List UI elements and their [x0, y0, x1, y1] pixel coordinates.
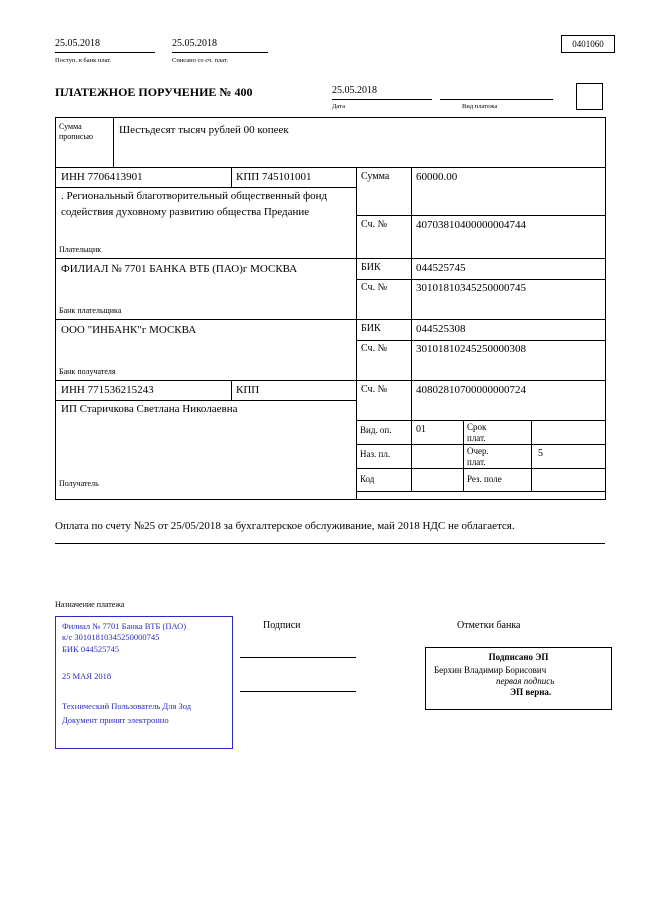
- ep-signature-stamp: [425, 647, 612, 710]
- grid-line: [356, 167, 357, 499]
- ocher-plat-value: 5: [538, 448, 543, 459]
- payer-bank-bik: 044525745: [416, 262, 466, 274]
- payer-account-label: Сч. №: [361, 219, 388, 230]
- ep-stamp-subtitle: первая подпись: [496, 676, 555, 686]
- rez-pole-label: Рез. поле: [467, 474, 502, 484]
- naz-pl-label: Наз. пл.: [360, 449, 391, 459]
- grid-line: [56, 400, 356, 401]
- payee-account: 40802810700000000724: [416, 384, 526, 396]
- grid-line: [356, 340, 605, 341]
- signature-line: [240, 657, 356, 658]
- grid-line: [56, 187, 356, 188]
- bank-stamp-line1: Филиал № 7701 Банка ВТБ (ПАО): [62, 621, 187, 631]
- payee-bank-section-label: Банк получателя: [59, 367, 116, 376]
- payee-bank-name: ООО "ИНБАНК"г МОСКВА: [61, 324, 197, 336]
- payee-kpp-label: КПП: [236, 384, 260, 396]
- payment-type-field: [440, 85, 553, 100]
- payee-name: ИП Старичкова Светлана Николаевна: [61, 403, 238, 415]
- payee-bank-bik: 044525308: [416, 323, 466, 335]
- received-date-field: 25.05.2018: [55, 38, 155, 53]
- payee-bank-account: 30101810245250000308: [416, 343, 526, 355]
- kod-label: Код: [360, 474, 375, 484]
- grid-line: [231, 167, 232, 187]
- amount-words-label: Сумма прописью: [59, 122, 94, 142]
- document-date-field: 25.05.2018: [332, 85, 432, 100]
- payer-inn: ИНН 7706413901: [61, 171, 143, 183]
- grid-line: [356, 215, 605, 216]
- bank-stamp-line3: БИК 044525745: [62, 643, 120, 654]
- payer-bank-account-label: Сч. №: [361, 282, 388, 293]
- document-title: ПЛАТЕЖНОЕ ПОРУЧЕНИЕ № 400: [55, 85, 253, 99]
- purpose-text: Оплата по счету №25 от 25/05/2018 за бухгалтерское обслуживание, май 2018 НДС не облагается.: [55, 520, 515, 532]
- grid-line: [356, 444, 605, 445]
- bank-stamp-line2: к/с 30101810345250000745: [62, 632, 160, 643]
- signatures-heading: Подписи: [263, 620, 301, 631]
- status-box: [576, 83, 603, 110]
- form-code-box: 0401060: [561, 35, 615, 53]
- payer-bank-section-label: Банк плательщика: [59, 306, 122, 315]
- payee-account-label: Сч. №: [361, 384, 388, 395]
- payee-inn: ИНН 771536215243: [61, 384, 154, 396]
- srok-plat-label: Срок плат.: [467, 422, 487, 443]
- payer-name: . Региональный благотворительный общественный фонд содействия духовному развитию общества Предание: [61, 190, 328, 218]
- debited-date-label: Списано со сч. плат.: [172, 57, 228, 64]
- sum-label: Сумма: [361, 171, 390, 182]
- bank-stamp-line4: Технический Пользователь Для Зод: [62, 700, 192, 711]
- payee-bank-bik-label: БИК: [361, 323, 381, 334]
- payer-section-label: Плательщик: [59, 245, 102, 254]
- grid-line: [56, 380, 605, 381]
- grid-line: [531, 420, 532, 491]
- bank-stamp: [55, 616, 233, 749]
- sum-value: 60000.00: [416, 171, 458, 183]
- bank-marks-heading: Отметки банка: [457, 620, 521, 631]
- ep-stamp-verified: ЭП верна.: [510, 687, 552, 697]
- ocher-plat-label: Очер. плат.: [467, 446, 489, 467]
- bank-stamp-date: 25 МАЯ 2018: [62, 671, 112, 682]
- payee-bank-account-label: Сч. №: [361, 343, 388, 354]
- grid-line: [356, 279, 605, 280]
- payee-section-label: Получатель: [59, 479, 99, 488]
- payment-type-label: Вид платежа: [462, 103, 498, 110]
- payer-kpp: КПП 745101001: [236, 171, 312, 183]
- grid-line: [356, 468, 605, 469]
- grid-line: [356, 420, 605, 421]
- payment-table: [55, 117, 606, 500]
- purpose-underline: [55, 543, 605, 544]
- grid-line: [56, 258, 605, 259]
- document-date-label: Дата: [332, 103, 345, 110]
- vid-op-label: Вид. оп.: [360, 425, 392, 435]
- grid-line: [231, 380, 232, 400]
- grid-line: [463, 420, 464, 491]
- payer-account: 40703810400000004744: [416, 219, 526, 231]
- grid-line: [113, 118, 114, 167]
- vid-op-value: 01: [416, 424, 426, 435]
- bank-stamp-line5: Документ принят электронно: [62, 715, 169, 726]
- payer-bank-account: 30101810345250000745: [416, 282, 526, 294]
- grid-line: [56, 167, 605, 168]
- payer-bank-bik-label: БИК: [361, 262, 381, 273]
- received-date-label: Поступ. в банк плат.: [55, 57, 112, 64]
- debited-date-field: 25.05.2018: [172, 38, 268, 53]
- purpose-label: Назначение платежа: [55, 600, 125, 609]
- payer-bank-name: ФИЛИАЛ № 7701 БАНКА ВТБ (ПАО)г МОСКВА: [61, 263, 298, 275]
- ep-stamp-name: Берхин Владимир Борисович: [434, 665, 547, 675]
- grid-line: [56, 319, 605, 320]
- amount-words-value: Шестьдесят тысяч рублей 00 копеек: [119, 124, 289, 136]
- ep-stamp-title: Подписано ЭП: [488, 652, 549, 662]
- signature-line: [240, 691, 356, 692]
- grid-line: [356, 491, 605, 492]
